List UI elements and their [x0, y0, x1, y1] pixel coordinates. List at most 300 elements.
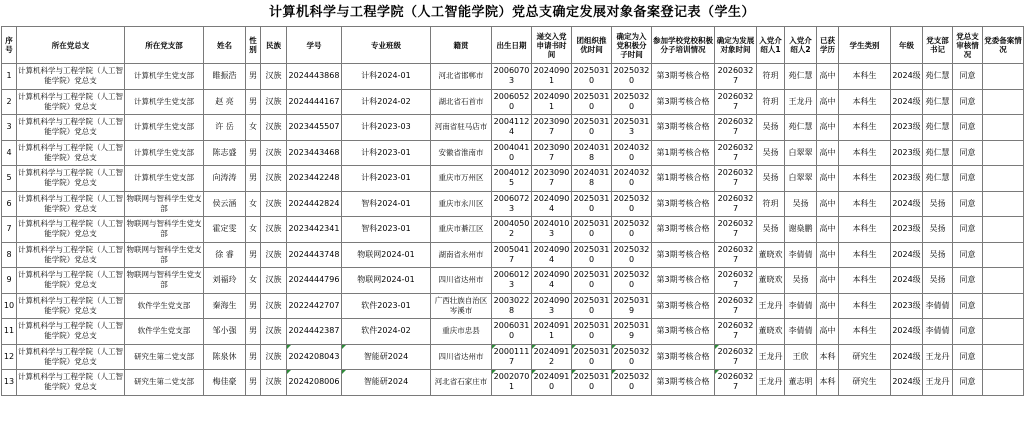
table-cell: 20230907: [532, 115, 572, 141]
table-cell: 2023445507: [287, 115, 342, 141]
table-cell: 吴扬: [923, 217, 953, 243]
table-cell: 20250310: [572, 64, 612, 90]
table-cell: 高中: [817, 217, 839, 243]
table-cell: 第3期考核合格: [652, 293, 715, 319]
table-cell: 同意: [953, 344, 983, 370]
table-cell: 2024级: [891, 319, 923, 345]
table-cell: 计算机科学与工程学院（人工智能学院）党总支: [17, 268, 125, 294]
table-cell: 四川省达州市: [431, 344, 492, 370]
table-cell: 2024442824: [287, 191, 342, 217]
table-cell: 苑仁慧: [923, 89, 953, 115]
table-cell: 20250310: [572, 344, 612, 370]
table-cell: 高中: [817, 268, 839, 294]
table-cell: 同意: [953, 140, 983, 166]
table-cell: 梅佳豪: [204, 370, 246, 396]
table-cell: 同意: [953, 293, 983, 319]
table-cell: 20041124: [492, 115, 532, 141]
table-cell: 重庆市万州区: [431, 166, 492, 192]
table-cell: 20260327: [715, 166, 757, 192]
table-cell: 计科2023-01: [342, 166, 431, 192]
table-cell: 20250320: [612, 370, 652, 396]
table-cell: 2023443468: [287, 140, 342, 166]
table-cell: 20260327: [715, 191, 757, 217]
table-cell: 李倩倩: [923, 319, 953, 345]
table-cell: [983, 242, 1024, 268]
table-cell: 刘福玲: [204, 268, 246, 294]
table-cell: 20250313: [612, 115, 652, 141]
table-cell: 董晓欢: [757, 242, 785, 268]
table-cell: 白翠翠: [785, 140, 817, 166]
table-cell: 汉族: [261, 268, 287, 294]
table-cell: 20250310: [572, 89, 612, 115]
column-header: 籍贯: [431, 27, 492, 64]
table-cell: 王龙丹: [757, 370, 785, 396]
table-cell: 2023级: [891, 115, 923, 141]
table-cell: 20240912: [532, 344, 572, 370]
table-cell: 重庆市永川区: [431, 191, 492, 217]
table-row: [2, 268, 1024, 294]
table-cell: 第3期考核合格: [652, 370, 715, 396]
table-cell: 高中: [817, 319, 839, 345]
header-row: [2, 27, 1024, 64]
table-cell: 高中: [817, 191, 839, 217]
table-cell: 河北省邯郸市: [431, 64, 492, 90]
table-cell: 本科生: [839, 166, 891, 192]
table-cell: [983, 140, 1024, 166]
table-row: [2, 115, 1024, 141]
table-cell: 2023级: [891, 217, 923, 243]
table-cell: 同意: [953, 166, 983, 192]
table-cell: 物联网与智科学生党支部: [125, 242, 204, 268]
table-cell: 本科生: [839, 115, 891, 141]
table-cell: 20040125: [492, 166, 532, 192]
table-cell: 11: [2, 319, 17, 345]
table-cell: 汉族: [261, 242, 287, 268]
table-cell: 女: [246, 115, 261, 141]
table-cell: 计科2024-01: [342, 64, 431, 90]
registration-table: [1, 26, 1024, 396]
table-cell: 20240911: [532, 319, 572, 345]
table-cell: 物联网2024-01: [342, 268, 431, 294]
table-cell: 计算机科学与工程学院（人工智能学院）党总支: [17, 140, 125, 166]
table-cell: 20260327: [715, 64, 757, 90]
table-cell: 李倩倩: [785, 293, 817, 319]
column-header: 党支部书记: [923, 27, 953, 64]
table-cell: 2022442707: [287, 293, 342, 319]
column-header: 民族: [261, 27, 287, 64]
table-cell: 男: [246, 64, 261, 90]
table-cell: 吴扬: [757, 166, 785, 192]
column-header: 递交入党申请书时间: [532, 27, 572, 64]
table-cell: 本科生: [839, 319, 891, 345]
table-cell: 20040502: [492, 217, 532, 243]
table-cell: 计算机科学与工程学院（人工智能学院）党总支: [17, 217, 125, 243]
table-cell: 计算机学生党支部: [125, 64, 204, 90]
column-header: 年级: [891, 27, 923, 64]
table-cell: 2024208043: [287, 344, 342, 370]
table-cell: 女: [246, 217, 261, 243]
table-cell: 高中: [817, 64, 839, 90]
table-cell: 苑仁慧: [785, 115, 817, 141]
table-cell: 20250310: [572, 217, 612, 243]
table-cell: 20260327: [715, 370, 757, 396]
table-cell: 秦海生: [204, 293, 246, 319]
table-cell: 第3期考核合格: [652, 64, 715, 90]
table-cell: 2024级: [891, 191, 923, 217]
table-cell: 陈泉休: [204, 344, 246, 370]
table-cell: 吴扬: [757, 217, 785, 243]
table-cell: 2024级: [891, 89, 923, 115]
table-cell: 4: [2, 140, 17, 166]
table-cell: 高中: [817, 140, 839, 166]
table-cell: 第1期考核合格: [652, 166, 715, 192]
table-cell: 20260327: [715, 268, 757, 294]
table-cell: 智科2023-01: [342, 217, 431, 243]
table-row: [2, 293, 1024, 319]
table-cell: 男: [246, 140, 261, 166]
table-cell: 计科2024-02: [342, 89, 431, 115]
table-cell: 计算机科学与工程学院（人工智能学院）党总支: [17, 64, 125, 90]
table-cell: 2023442341: [287, 217, 342, 243]
table-cell: 男: [246, 293, 261, 319]
column-header: 所在党总支: [17, 27, 125, 64]
table-cell: 研究生: [839, 344, 891, 370]
table-cell: 第3期考核合格: [652, 319, 715, 345]
table-cell: 同意: [953, 268, 983, 294]
table-cell: 软件学生党支部: [125, 319, 204, 345]
table-cell: 王龙丹: [757, 344, 785, 370]
table-cell: [983, 344, 1024, 370]
table-cell: 1: [2, 64, 17, 90]
table-cell: 高中: [817, 115, 839, 141]
table-cell: 王欣: [785, 344, 817, 370]
table-cell: [983, 268, 1024, 294]
table-cell: 研究生第二党支部: [125, 344, 204, 370]
table-cell: 20060723: [492, 191, 532, 217]
table-cell: 20250310: [572, 319, 612, 345]
table-cell: 20250320: [612, 191, 652, 217]
table-cell: 吴扬: [923, 268, 953, 294]
table-cell: 20260327: [715, 115, 757, 141]
table-cell: 12: [2, 344, 17, 370]
table-cell: 计算机科学与工程学院（人工智能学院）党总支: [17, 319, 125, 345]
table-cell: 汉族: [261, 115, 287, 141]
table-cell: 20260327: [715, 242, 757, 268]
table-cell: 同意: [953, 319, 983, 345]
table-cell: 汉族: [261, 344, 287, 370]
table-cell: 符玥: [757, 89, 785, 115]
table-cell: 20240320: [612, 140, 652, 166]
table-cell: 吴扬: [785, 268, 817, 294]
table-cell: 6: [2, 191, 17, 217]
table-cell: 20060310: [492, 319, 532, 345]
table-cell: 苑仁慧: [785, 64, 817, 90]
table-cell: 本科生: [839, 217, 891, 243]
table-cell: 计算机学生党支部: [125, 166, 204, 192]
table-cell: 同意: [953, 191, 983, 217]
table-cell: 第1期考核合格: [652, 140, 715, 166]
table-cell: 吴扬: [923, 242, 953, 268]
table-cell: 20250320: [612, 64, 652, 90]
table-cell: 计科2023-01: [342, 140, 431, 166]
table-cell: 20240103: [532, 217, 572, 243]
table-cell: 2023级: [891, 166, 923, 192]
table-body: [2, 64, 1024, 396]
table-cell: 侯云涵: [204, 191, 246, 217]
table-cell: 高中: [817, 89, 839, 115]
table-cell: [983, 370, 1024, 396]
table-cell: 20250310: [572, 268, 612, 294]
table-cell: 湖北省石首市: [431, 89, 492, 115]
table-cell: 计科2023-03: [342, 115, 431, 141]
table-cell: 20240904: [532, 242, 572, 268]
table-cell: 汉族: [261, 217, 287, 243]
table-cell: 20240320: [612, 166, 652, 192]
table-cell: [983, 115, 1024, 141]
table-cell: 吴扬: [785, 191, 817, 217]
table-cell: 河北省石家庄市: [431, 370, 492, 396]
table-cell: 第3期考核合格: [652, 89, 715, 115]
table-cell: 计算机科学与工程学院（人工智能学院）党总支: [17, 293, 125, 319]
table-cell: 邹小强: [204, 319, 246, 345]
column-header: 确定为入党积极分子时间: [612, 27, 652, 64]
table-cell: 2024级: [891, 242, 923, 268]
column-header: 姓名: [204, 27, 246, 64]
table-row: [2, 344, 1024, 370]
table-cell: 汉族: [261, 64, 287, 90]
table-cell: 睢振浩: [204, 64, 246, 90]
column-header: 确定为发展对象时间: [715, 27, 757, 64]
table-cell: 陈志盛: [204, 140, 246, 166]
table-cell: 同意: [953, 242, 983, 268]
column-header: 入党介绍人1: [757, 27, 785, 64]
table-cell: 20250320: [612, 242, 652, 268]
table-cell: 同意: [953, 64, 983, 90]
table-cell: 第3期考核合格: [652, 242, 715, 268]
table-cell: 20020701: [492, 370, 532, 396]
table-cell: 研究生第二党支部: [125, 370, 204, 396]
table-cell: 20240910: [532, 370, 572, 396]
column-header: 出生日期: [492, 27, 532, 64]
table-cell: 智能研2024: [342, 370, 431, 396]
table-cell: 20240318: [572, 140, 612, 166]
table-cell: 9: [2, 268, 17, 294]
table-cell: 本科生: [839, 268, 891, 294]
table-cell: 吴扬: [757, 140, 785, 166]
table-cell: [983, 293, 1024, 319]
table-cell: 符玥: [757, 64, 785, 90]
table-cell: 20230907: [532, 166, 572, 192]
table-cell: 苑仁慧: [923, 166, 953, 192]
table-cell: 本科生: [839, 140, 891, 166]
table-cell: 20250319: [612, 319, 652, 345]
table-cell: 20240904: [532, 191, 572, 217]
table-cell: 计算机科学与工程学院（人工智能学院）党总支: [17, 344, 125, 370]
table-cell: 2024级: [891, 370, 923, 396]
table-cell: 徐 睿: [204, 242, 246, 268]
table-cell: 研究生: [839, 370, 891, 396]
table-cell: 男: [246, 319, 261, 345]
table-cell: 本科: [817, 344, 839, 370]
table-cell: 霍定雯: [204, 217, 246, 243]
table-cell: 计算机科学与工程学院（人工智能学院）党总支: [17, 242, 125, 268]
table-cell: 20040410: [492, 140, 532, 166]
table-cell: 符玥: [757, 191, 785, 217]
table-row: [2, 89, 1024, 115]
table-cell: 2024444167: [287, 89, 342, 115]
table-cell: 男: [246, 370, 261, 396]
table-cell: 本科生: [839, 89, 891, 115]
table-cell: 吴扬: [757, 115, 785, 141]
table-cell: 高中: [817, 166, 839, 192]
table-cell: 软件学生党支部: [125, 293, 204, 319]
table-cell: 第3期考核合格: [652, 191, 715, 217]
table-cell: 计算机学生党支部: [125, 140, 204, 166]
table-cell: 软件2024-02: [342, 319, 431, 345]
table-cell: 王龙丹: [757, 293, 785, 319]
table-cell: 20060123: [492, 268, 532, 294]
table-cell: 男: [246, 166, 261, 192]
table-cell: 王龙丹: [923, 370, 953, 396]
table-cell: 第3期考核合格: [652, 115, 715, 141]
table-cell: 20260327: [715, 344, 757, 370]
table-cell: 广西壮族自治区岑溪市: [431, 293, 492, 319]
table-cell: [983, 217, 1024, 243]
column-header: 党总支审核情况: [953, 27, 983, 64]
table-cell: 物联网与智科学生党支部: [125, 217, 204, 243]
table-cell: 10: [2, 293, 17, 319]
table-cell: 湖南省永州市: [431, 242, 492, 268]
table-cell: 汉族: [261, 166, 287, 192]
table-cell: 20250319: [612, 293, 652, 319]
table-cell: 王龙丹: [923, 344, 953, 370]
table-cell: 计算机科学与工程学院（人工智能学院）党总支: [17, 191, 125, 217]
table-cell: 吴扬: [923, 191, 953, 217]
table-cell: 第3期考核合格: [652, 268, 715, 294]
table-cell: 计算机科学与工程学院（人工智能学院）党总支: [17, 115, 125, 141]
table-cell: 2023442248: [287, 166, 342, 192]
table-cell: 20240318: [572, 166, 612, 192]
table-cell: 男: [246, 242, 261, 268]
column-header: 序号: [2, 27, 17, 64]
table-cell: 20250310: [572, 370, 612, 396]
table-cell: 20050417: [492, 242, 532, 268]
table-cell: 白翠翠: [785, 166, 817, 192]
table-cell: 王龙丹: [785, 89, 817, 115]
table-cell: 2023级: [891, 293, 923, 319]
table-cell: 20250320: [612, 217, 652, 243]
table-cell: 20030228: [492, 293, 532, 319]
table-cell: 李倩倩: [923, 293, 953, 319]
table-cell: 同意: [953, 115, 983, 141]
table-cell: 赵 亮: [204, 89, 246, 115]
table-cell: 李倩倩: [785, 319, 817, 345]
table-cell: 软件2023-01: [342, 293, 431, 319]
table-row: [2, 166, 1024, 192]
table-cell: 13: [2, 370, 17, 396]
table-cell: 女: [246, 191, 261, 217]
table-cell: 河南省驻马店市: [431, 115, 492, 141]
column-header: 所在党支部: [125, 27, 204, 64]
table-row: [2, 140, 1024, 166]
table-cell: 智能研2024: [342, 344, 431, 370]
table-cell: 四川省达州市: [431, 268, 492, 294]
table-cell: 物联网与智科学生党支部: [125, 191, 204, 217]
table-cell: 苑仁慧: [923, 64, 953, 90]
table-row: [2, 64, 1024, 90]
table-cell: 同意: [953, 89, 983, 115]
table-cell: 本科生: [839, 242, 891, 268]
table-cell: 同意: [953, 370, 983, 396]
table-cell: 本科生: [839, 64, 891, 90]
table-cell: 第3期考核合格: [652, 217, 715, 243]
table-cell: 20260327: [715, 217, 757, 243]
column-header: 团组织推优时间: [572, 27, 612, 64]
table-cell: 计算机学生党支部: [125, 115, 204, 141]
table-cell: 7: [2, 217, 17, 243]
table-cell: [983, 89, 1024, 115]
table-cell: 20260327: [715, 140, 757, 166]
column-header: 入党介绍人2: [785, 27, 817, 64]
column-header: 学号: [287, 27, 342, 64]
table-cell: 20260327: [715, 293, 757, 319]
table-cell: [983, 191, 1024, 217]
table-cell: 20260327: [715, 319, 757, 345]
table-row: [2, 242, 1024, 268]
table-cell: 本科生: [839, 293, 891, 319]
table-cell: 2024444796: [287, 268, 342, 294]
table-cell: 计算机学生党支部: [125, 89, 204, 115]
table-cell: 20240903: [532, 293, 572, 319]
table-cell: 20060520: [492, 89, 532, 115]
table-cell: 苑仁慧: [923, 115, 953, 141]
table-cell: 2024级: [891, 64, 923, 90]
table-row: [2, 370, 1024, 396]
table-cell: 高中: [817, 242, 839, 268]
table-cell: 汉族: [261, 191, 287, 217]
table-cell: 本科生: [839, 191, 891, 217]
table-cell: 苑仁慧: [923, 140, 953, 166]
table-cell: 20240901: [532, 89, 572, 115]
table-cell: 20260327: [715, 89, 757, 115]
table-cell: 3: [2, 115, 17, 141]
page-title: 计算机科学与工程学院（人工智能学院）党总支确定发展对象备案登记表（学生）: [268, 5, 755, 20]
table-cell: 同意: [953, 217, 983, 243]
table-cell: 2024208006: [287, 370, 342, 396]
column-header: 党委备案情况: [983, 27, 1024, 64]
table-cell: 女: [246, 268, 261, 294]
column-header: 学生类别: [839, 27, 891, 64]
table-cell: 汉族: [261, 319, 287, 345]
table-cell: 向涛涛: [204, 166, 246, 192]
table-cell: 20250320: [612, 344, 652, 370]
table-cell: 重庆市綦江区: [431, 217, 492, 243]
table-cell: [983, 319, 1024, 345]
table-cell: 物联网2024-01: [342, 242, 431, 268]
table-cell: 高中: [817, 293, 839, 319]
table-cell: 计算机科学与工程学院（人工智能学院）党总支: [17, 89, 125, 115]
table-cell: 2024443748: [287, 242, 342, 268]
table-cell: 李倩倩: [785, 242, 817, 268]
table-cell: 安徽省淮南市: [431, 140, 492, 166]
table-cell: 董晓欢: [757, 319, 785, 345]
table-cell: 20250320: [612, 268, 652, 294]
table-cell: 男: [246, 89, 261, 115]
table-cell: 汉族: [261, 293, 287, 319]
table-cell: 2: [2, 89, 17, 115]
table-cell: 2024级: [891, 268, 923, 294]
table-cell: 计算机科学与工程学院（人工智能学院）党总支: [17, 370, 125, 396]
